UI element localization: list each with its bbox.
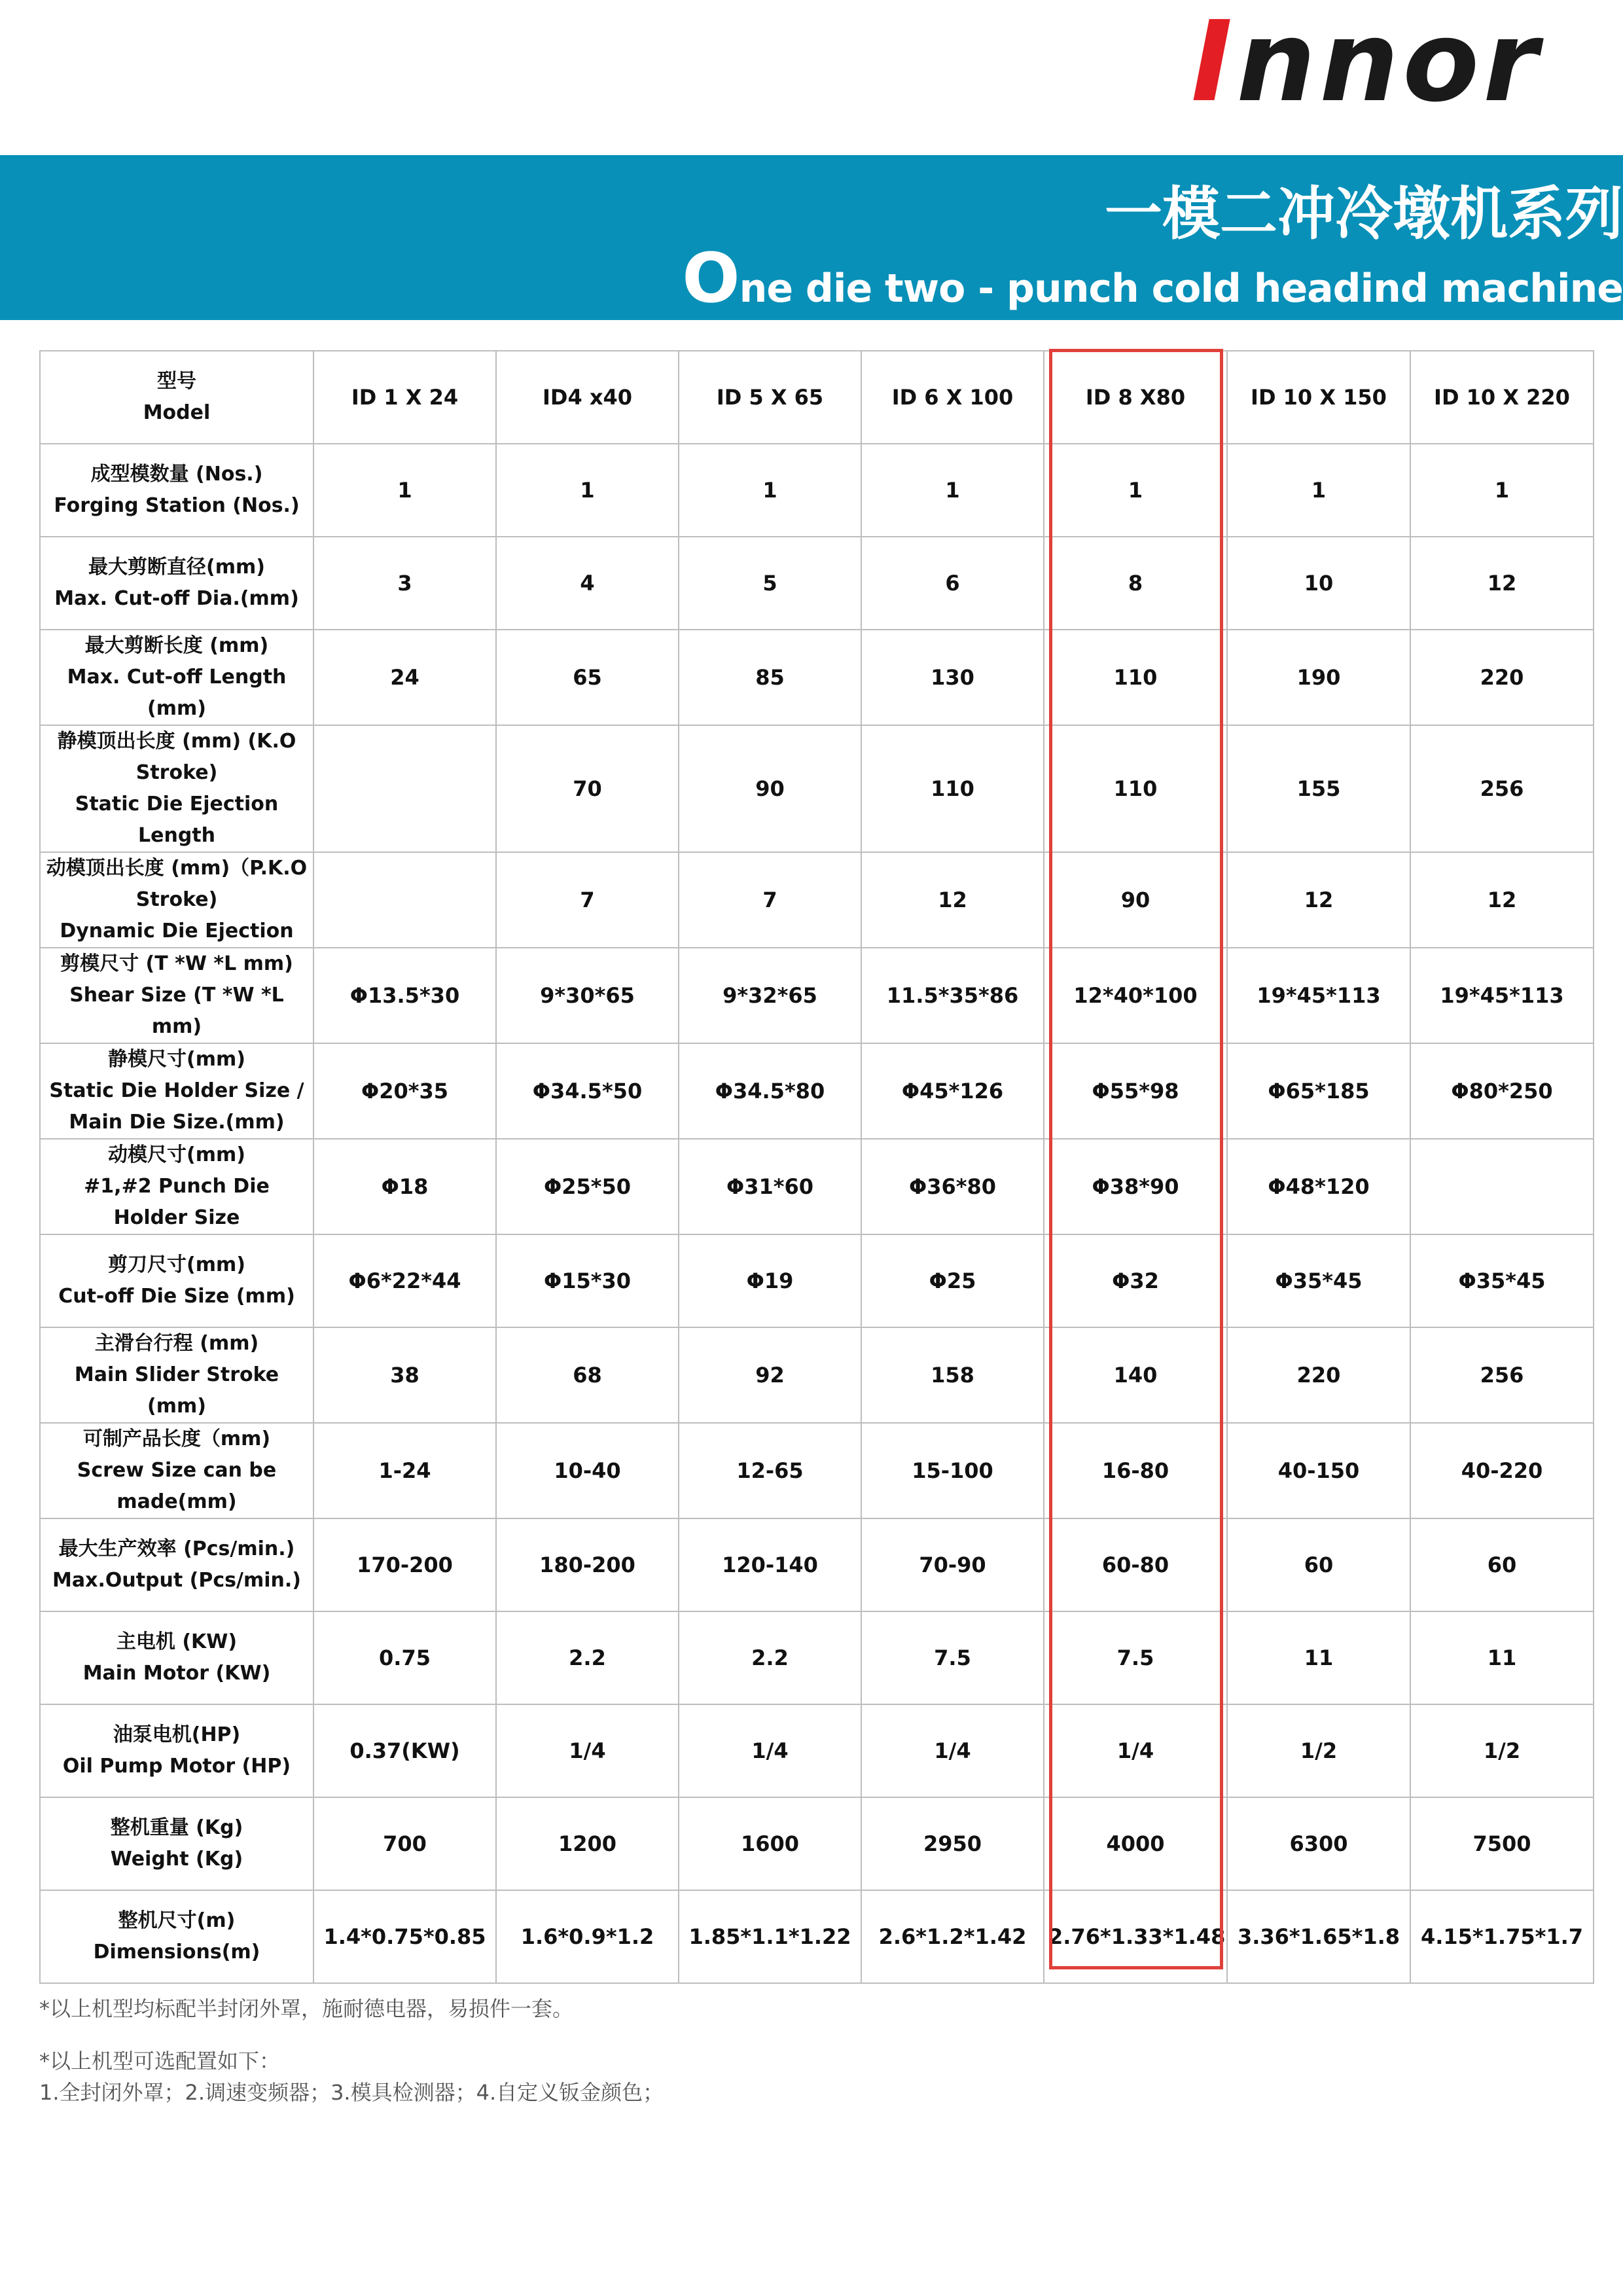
row-label-cn: 整机重量 (Kg) [110, 1816, 243, 1839]
row-label-en: Max.Output (Pcs/min.) [52, 1569, 301, 1592]
table-cell: 7500 [1410, 1797, 1594, 1890]
table-cell: 9*32*65 [679, 948, 861, 1043]
table-cell: 7 [496, 852, 679, 948]
table-cell: 40-150 [1227, 1423, 1410, 1518]
table-cell: 19*45*113 [1227, 948, 1410, 1043]
table-cell: 11 [1410, 1611, 1594, 1704]
table-cell: 110 [1044, 725, 1227, 852]
standard-note: *以上机型均标配半封闭外罩，施耐德电器，易损件一套。 [39, 1996, 574, 2021]
table-cell: 130 [861, 630, 1044, 725]
table-cell: Φ25*50 [496, 1139, 679, 1234]
header-label-cn: 型号 [157, 370, 196, 393]
row-label-cn: 动模顶出长度 (mm)（P.K.O Stroke) [46, 857, 308, 911]
table-cell: 5 [679, 537, 861, 630]
table-cell: 85 [679, 630, 861, 725]
table-row [40, 1797, 1594, 1890]
row-label-en: Static Die Holder Size / Main Die Size.(mm) [49, 1079, 304, 1134]
table-cell: Φ19 [679, 1234, 861, 1327]
table-row [40, 1518, 1594, 1611]
table-row [40, 1611, 1594, 1704]
table-cell: 70-90 [861, 1518, 1044, 1611]
table-cell: 1/4 [496, 1704, 679, 1797]
table-cell: 1-24 [313, 1423, 496, 1518]
table-cell: 1.85*1.1*1.22 [679, 1890, 861, 1983]
row-label-cell [40, 1890, 313, 1983]
row-label-cn: 整机尺寸(m) [118, 1909, 236, 1932]
row-label-cell [40, 537, 313, 630]
table-cell: 1 [861, 444, 1044, 537]
table-cell: 6 [861, 537, 1044, 630]
row-label-en: Main Slider Stroke (mm) [74, 1363, 279, 1418]
model-header-cell: ID4 x40 [496, 351, 679, 444]
optional-note-items: 1.全封闭外罩；2.调速变频器；3.模具检测器；4.自定义钣金颜色； [39, 2080, 664, 2105]
table-row [40, 1234, 1594, 1327]
table-cell: Φ55*98 [1044, 1043, 1227, 1139]
table-cell: 1 [496, 444, 679, 537]
row-label-cell [40, 852, 313, 948]
table-cell: 90 [679, 725, 861, 852]
table-cell: 7.5 [861, 1611, 1044, 1704]
table-cell: 1 [679, 444, 861, 537]
table-cell: 3 [313, 537, 496, 630]
row-label-en: Main Motor (KW) [82, 1662, 271, 1685]
table-cell: Φ45*126 [861, 1043, 1044, 1139]
table-cell: 65 [496, 630, 679, 725]
table-cell: 6300 [1227, 1797, 1410, 1890]
table-cell: 92 [679, 1327, 861, 1423]
table-cell: Φ34.5*50 [496, 1043, 679, 1139]
table-cell: 1/4 [1044, 1704, 1227, 1797]
row-label-cn: 静模尺寸(mm) [108, 1048, 245, 1071]
table-cell: 700 [313, 1797, 496, 1890]
row-label-cn: 最大剪断长度 (mm) [84, 634, 269, 657]
table-row [40, 1704, 1594, 1797]
table-cell: 19*45*113 [1410, 948, 1594, 1043]
table-cell: 7 [679, 852, 861, 948]
table-cell: Φ36*80 [861, 1139, 1044, 1234]
model-header-cell: ID 8 X80 [1044, 351, 1227, 444]
table-cell: 12-65 [679, 1423, 861, 1518]
table-cell: 16-80 [1044, 1423, 1227, 1518]
row-label-cell [40, 1797, 313, 1890]
table-row [40, 852, 1594, 948]
table-cell: 180-200 [496, 1518, 679, 1611]
table-cell: 1/4 [679, 1704, 861, 1797]
row-label-cell [40, 444, 313, 537]
table-cell: 12 [1410, 852, 1594, 948]
row-label-cell [40, 1704, 313, 1797]
table-cell: 1/4 [861, 1704, 1044, 1797]
table-cell: 12 [861, 852, 1044, 948]
table-cell: 1/2 [1410, 1704, 1594, 1797]
table-cell: Φ35*45 [1227, 1234, 1410, 1327]
banner-title-en-first: O [682, 238, 740, 318]
table-cell: 9*30*65 [496, 948, 679, 1043]
row-label-cell [40, 1234, 313, 1327]
row-label-en: Forging Station (Nos.) [54, 494, 300, 517]
row-label-cell [40, 1043, 313, 1139]
row-label-cell [40, 630, 313, 725]
table-row [40, 630, 1594, 725]
table-cell: 12 [1410, 537, 1594, 630]
logo-first-letter: I [1191, 0, 1237, 127]
optional-note-title: *以上机型可选配置如下： [39, 2049, 281, 2073]
table-cell: 10-40 [496, 1423, 679, 1518]
table-cell: Φ25 [861, 1234, 1044, 1327]
table-cell: Φ6*22*44 [313, 1234, 496, 1327]
table-cell: 1.6*0.9*1.2 [496, 1890, 679, 1983]
table-cell: 120-140 [679, 1518, 861, 1611]
table-cell: 2950 [861, 1797, 1044, 1890]
table-cell [313, 852, 496, 948]
table-cell: 3.36*1.65*1.8 [1227, 1890, 1410, 1983]
table-row [40, 948, 1594, 1043]
table-cell: 170-200 [313, 1518, 496, 1611]
table-cell: 4000 [1044, 1797, 1227, 1890]
row-label-en: Static Die Ejection Length [75, 793, 279, 847]
table-cell: 90 [1044, 852, 1227, 948]
spec-table [39, 350, 1594, 1984]
table-cell: 1 [1227, 444, 1410, 537]
table-cell: 12 [1227, 852, 1410, 948]
row-label-cell [40, 1518, 313, 1611]
table-cell: 1/2 [1227, 1704, 1410, 1797]
row-label-cell [40, 1423, 313, 1518]
table-cell: 2.2 [679, 1611, 861, 1704]
row-label-cn: 剪刀尺寸(mm) [108, 1253, 245, 1276]
row-label-en: Max. Cut-off Length (mm) [67, 666, 287, 720]
table-cell: Φ13.5*30 [313, 948, 496, 1043]
row-label-cn: 动模尺寸(mm) [108, 1143, 245, 1166]
row-label-cn: 可制产品长度（mm) [82, 1427, 271, 1450]
table-header-row [40, 351, 1594, 444]
table-cell [313, 725, 496, 852]
row-label-cn: 主电机 (KW) [116, 1630, 238, 1653]
table-cell: 1200 [496, 1797, 679, 1890]
table-cell: 24 [313, 630, 496, 725]
table-cell: 1.4*0.75*0.85 [313, 1890, 496, 1983]
table-cell: 155 [1227, 725, 1410, 852]
table-cell: 110 [861, 725, 1044, 852]
row-label-en: #1,#2 Punch Die Holder Size [84, 1175, 270, 1229]
table-cell: 60-80 [1044, 1518, 1227, 1611]
table-cell: Φ65*185 [1227, 1043, 1410, 1139]
row-label-cell [40, 1611, 313, 1704]
table-cell: 0.75 [313, 1611, 496, 1704]
table-cell: 1 [1044, 444, 1227, 537]
row-label-en: Weight (Kg) [110, 1848, 243, 1871]
table-cell: 38 [313, 1327, 496, 1423]
table-cell: 12*40*100 [1044, 948, 1227, 1043]
table-cell: 140 [1044, 1327, 1227, 1423]
row-label-en: Oil Pump Motor (HP) [62, 1755, 291, 1778]
row-label-en: Max. Cut-off Dia.(mm) [54, 587, 299, 610]
table-cell: 1 [1410, 444, 1594, 537]
row-label-cn: 最大生产效率 (Pcs/min.) [58, 1537, 295, 1560]
table-cell: 220 [1410, 630, 1594, 725]
table-cell: 10 [1227, 537, 1410, 630]
table-cell: 220 [1227, 1327, 1410, 1423]
row-label-cell [40, 948, 313, 1043]
table-cell: 70 [496, 725, 679, 852]
table-cell: 158 [861, 1327, 1044, 1423]
row-label-cell [40, 725, 313, 852]
table-cell: 8 [1044, 537, 1227, 630]
banner-title-en [682, 238, 1623, 323]
table-cell: Φ18 [313, 1139, 496, 1234]
table-cell: 7.5 [1044, 1611, 1227, 1704]
row-label-cn: 静模顶出长度 (mm) (K.O Stroke) [57, 730, 296, 784]
table-cell: 1 [313, 444, 496, 537]
table-cell: Φ35*45 [1410, 1234, 1594, 1327]
row-label-en: Dynamic Die Ejection [60, 920, 294, 942]
model-header-cell: ID 10 X 150 [1227, 351, 1410, 444]
row-label-en: Dimensions(m) [93, 1941, 260, 1964]
header-label-en: Model [143, 401, 211, 424]
model-header-cell: ID 1 X 24 [313, 351, 496, 444]
table-cell: 40-220 [1410, 1423, 1594, 1518]
table-cell: Φ32 [1044, 1234, 1227, 1327]
table-row [40, 1423, 1594, 1518]
table-row [40, 1890, 1594, 1983]
table-cell: 60 [1410, 1518, 1594, 1611]
model-header-cell: ID 5 X 65 [679, 351, 861, 444]
table-cell: Φ20*35 [313, 1043, 496, 1139]
table-cell: 2.76*1.33*1.48 [1044, 1890, 1227, 1983]
table-cell: Φ38*90 [1044, 1139, 1227, 1234]
table-cell: Φ48*120 [1227, 1139, 1410, 1234]
banner-title-en-rest: ne die two - punch cold headind machine [739, 266, 1623, 312]
table-cell: 11 [1227, 1611, 1410, 1704]
table-cell: 4 [496, 537, 679, 630]
table-row [40, 1139, 1594, 1234]
table-cell: 11.5*35*86 [861, 948, 1044, 1043]
row-label-cell [40, 1139, 313, 1234]
row-label-cn: 剪模尺寸 (T *W *L mm) [60, 952, 293, 975]
table-cell: Φ31*60 [679, 1139, 861, 1234]
table-cell: 68 [496, 1327, 679, 1423]
model-header-cell: ID 6 X 100 [861, 351, 1044, 444]
table-cell: Φ80*250 [1410, 1043, 1594, 1139]
table-cell [1410, 1139, 1594, 1234]
table-row [40, 537, 1594, 630]
row-label-cn: 成型模数量 (Nos.) [90, 463, 263, 486]
row-label-cn: 最大剪断直径(mm) [88, 556, 265, 579]
table-row [40, 1327, 1594, 1423]
header-label-cell [40, 351, 313, 444]
table-cell: Φ15*30 [496, 1234, 679, 1327]
table-cell: 60 [1227, 1518, 1410, 1611]
table-cell: 110 [1044, 630, 1227, 725]
innor-logo [1191, 0, 1610, 127]
table-cell: 4.15*1.75*1.7 [1410, 1890, 1594, 1983]
table-cell: 256 [1410, 725, 1594, 852]
table-cell: 15-100 [861, 1423, 1044, 1518]
row-label-cn: 主滑台行程 (mm) [94, 1332, 259, 1355]
table-row [40, 1043, 1594, 1139]
table-row [40, 725, 1594, 852]
logo-rest: nnor [1236, 0, 1542, 127]
banner-title-cn: 一模二冲冷墩机系列 [1104, 180, 1623, 247]
table-cell: 0.37(KW) [313, 1704, 496, 1797]
model-header-cell: ID 10 X 220 [1410, 351, 1594, 444]
row-label-en: Screw Size can be made(mm) [77, 1459, 277, 1513]
table-cell: 190 [1227, 630, 1410, 725]
table-cell: Φ34.5*80 [679, 1043, 861, 1139]
table-cell: 2.6*1.2*1.42 [861, 1890, 1044, 1983]
table-row [40, 444, 1594, 537]
row-label-en: Shear Size (T *W *L mm) [69, 984, 284, 1038]
table-cell: 1600 [679, 1797, 861, 1890]
row-label-cell [40, 1327, 313, 1423]
table-cell: 256 [1410, 1327, 1594, 1423]
row-label-cn: 油泵电机(HP) [113, 1723, 241, 1746]
row-label-en: Cut-off Die Size (mm) [58, 1285, 295, 1308]
table-cell: 2.2 [496, 1611, 679, 1704]
